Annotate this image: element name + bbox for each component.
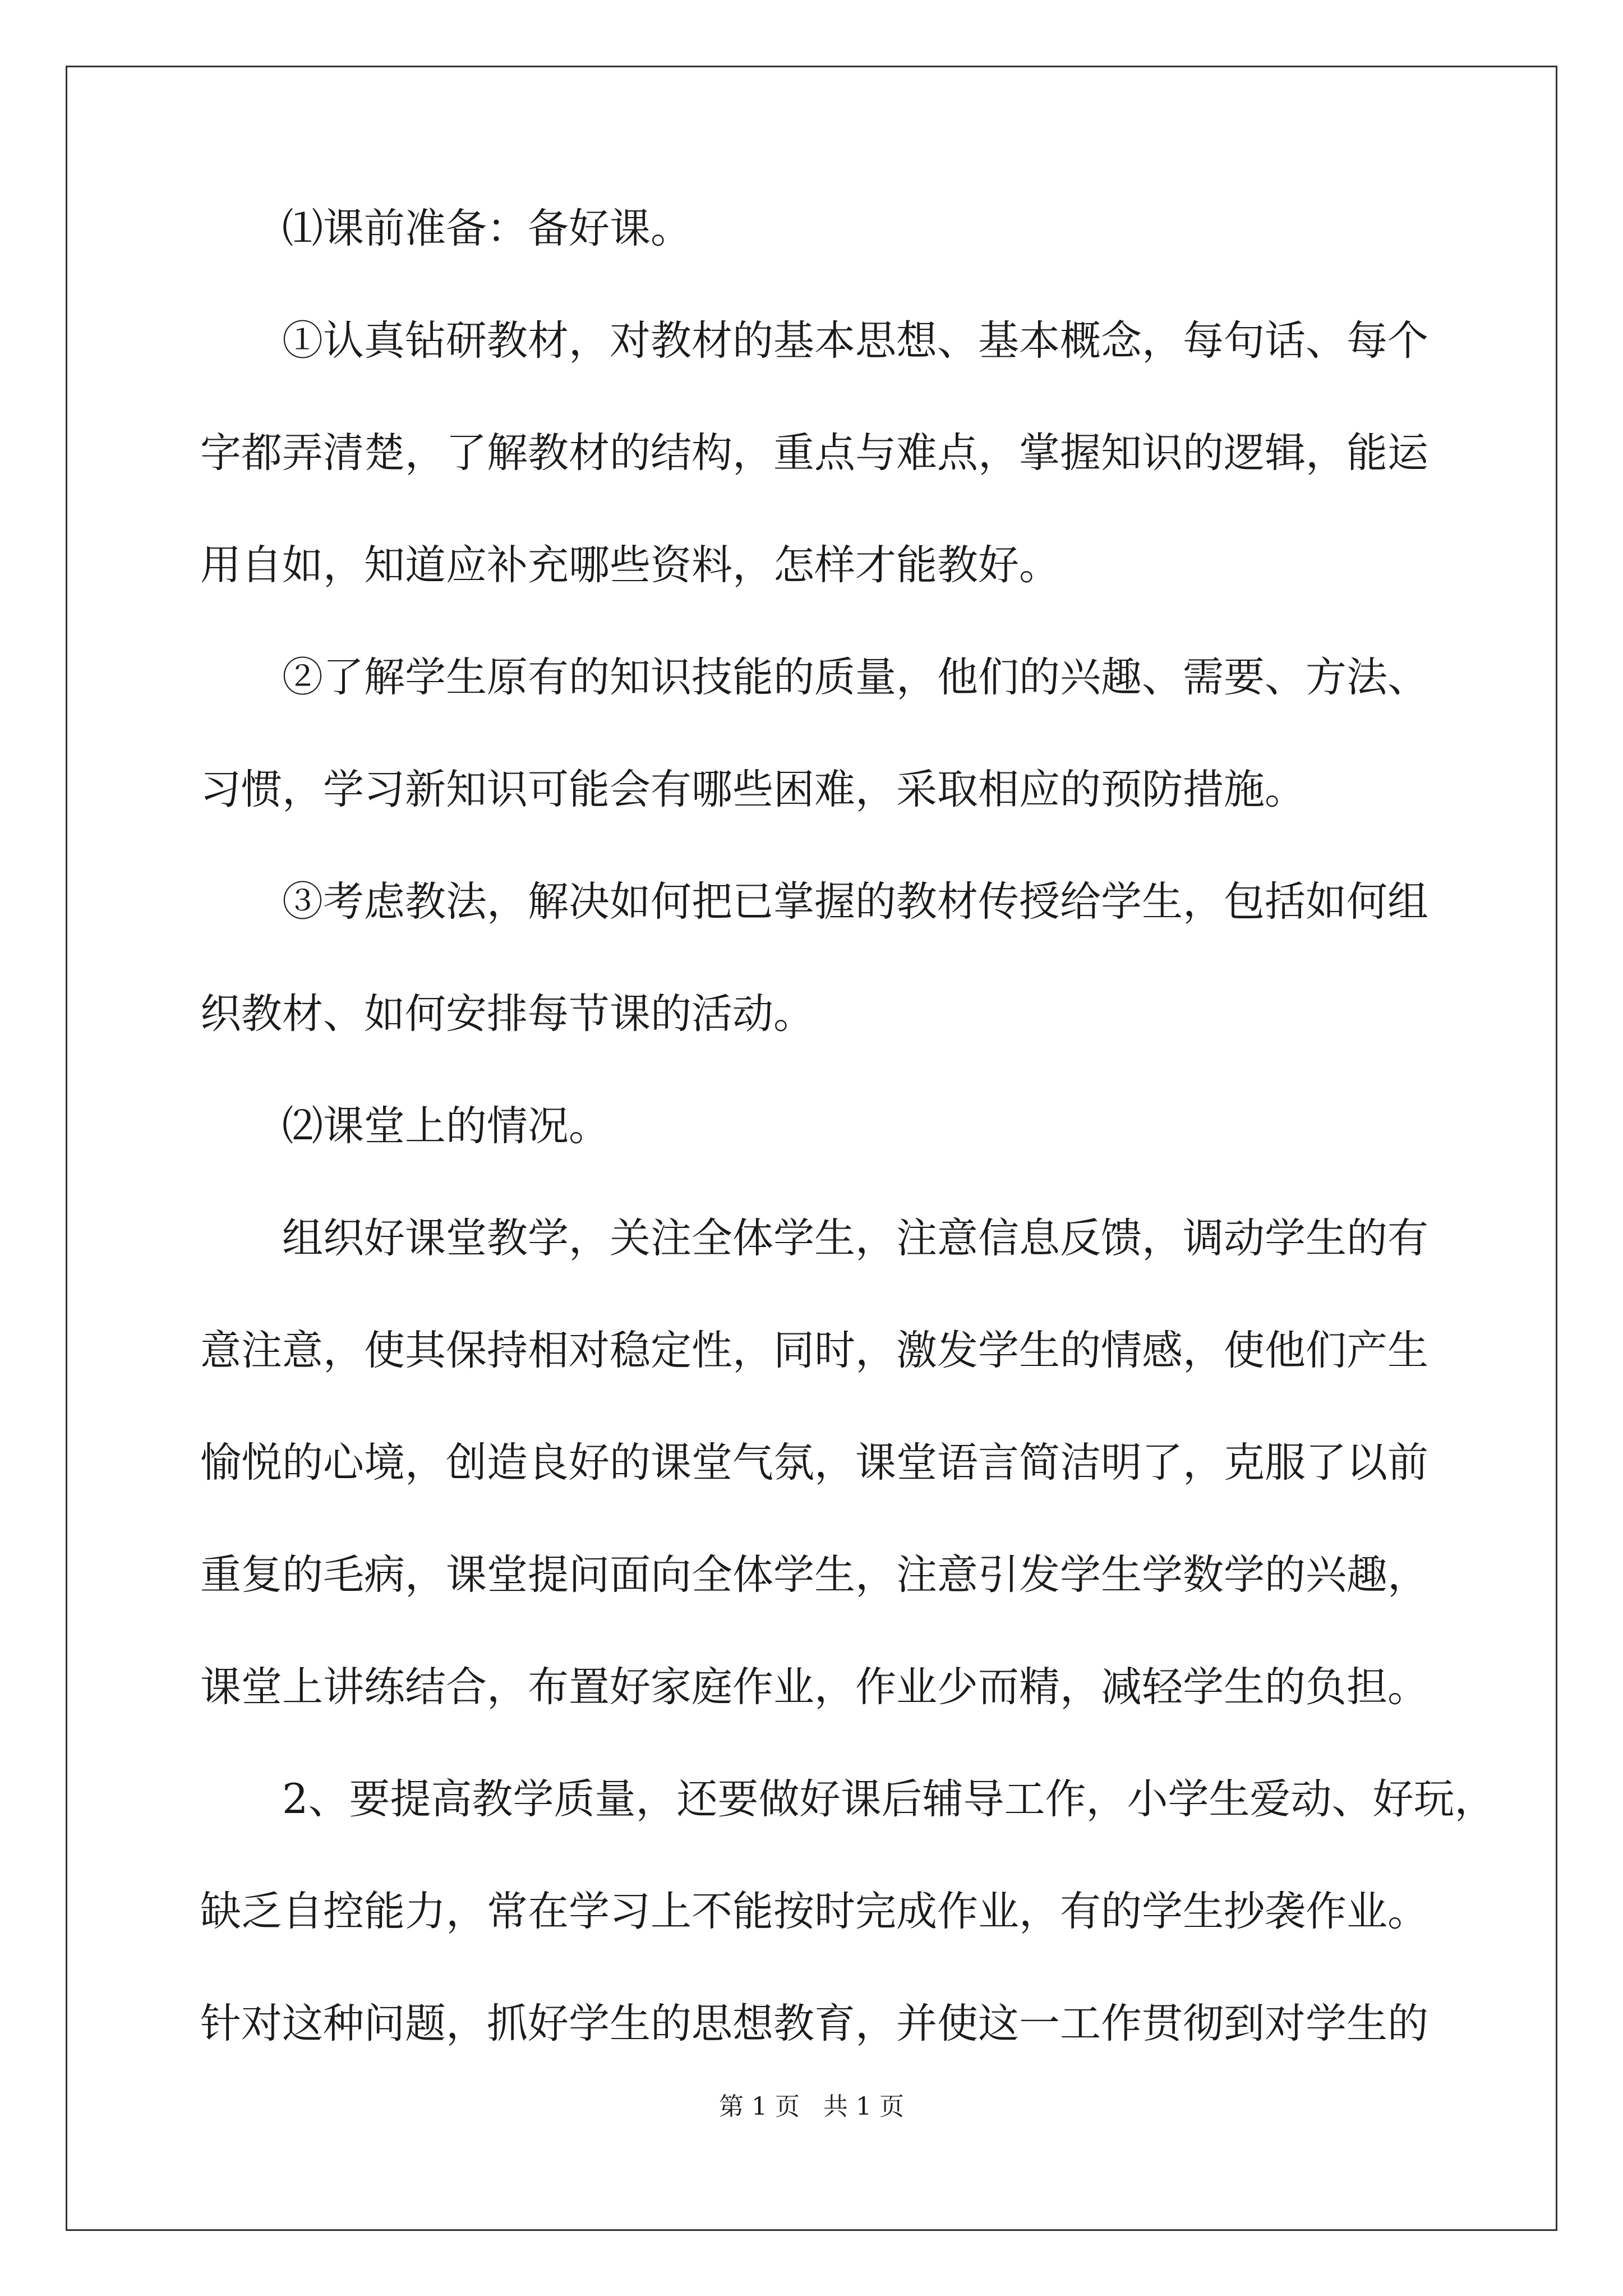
heading-classroom-situation: ⑵课堂上的情况。 — [282, 1102, 610, 1150]
paragraph-line: 用自如，知道应补充哪些资料，怎样才能教好。 — [200, 541, 1060, 589]
paragraph-line: 习惯，学习新知识可能会有哪些困难，采取相应的预防措施。 — [200, 766, 1306, 813]
paragraph-line: 意注意，使其保持相对稳定性，同时，激发学生的情感，使他们产生 — [200, 1327, 1428, 1374]
paragraph-line: ③考虑教法，解决如何把已掌握的教材传授给学生，包括如何组 — [282, 878, 1428, 926]
paragraph-line: 字都弄清楚，了解教材的结构，重点与难点，掌握知识的逻辑，能运 — [200, 429, 1428, 477]
paragraph-line: 愉悦的心境，创造良好的课堂气氛，课堂语言简洁明了，克服了以前 — [200, 1439, 1428, 1487]
paragraph-line: 重复的毛病，课堂提问面向全体学生，注意引发学生学数学的兴趣， — [200, 1551, 1428, 1599]
paragraph-line: 针对这种问题，抓好学生的思想教育，并使这一工作贯彻到对学生的 — [200, 2000, 1428, 2047]
paragraph-line: 课堂上讲练结合，布置好家庭作业，作业少而精，减轻学生的负担。 — [200, 1663, 1428, 1711]
paragraph-line: 织教材、如何安排每节课的活动。 — [200, 990, 814, 1038]
page-number-footer: 第 1 页 共 1 页 — [719, 2092, 904, 2121]
paragraph-line: 2、要提高教学质量，还要做好课后辅导工作，小学生爱动、好玩， — [282, 1775, 1496, 1823]
paragraph-line: 组织好课堂教学，关注全体学生，注意信息反馈，调动学生的有 — [282, 1214, 1428, 1262]
heading-lesson-preparation: ⑴课前准备：备好课。 — [282, 205, 691, 252]
paragraph-line: ②了解学生原有的知识技能的质量，他们的兴趣、需要、方法、 — [282, 654, 1428, 701]
paragraph-line: ①认真钻研教材，对教材的基本思想、基本概念，每句话、每个 — [282, 317, 1428, 365]
paragraph-line: 缺乏自控能力，常在学习上不能按时完成作业，有的学生抄袭作业。 — [200, 1888, 1428, 1935]
